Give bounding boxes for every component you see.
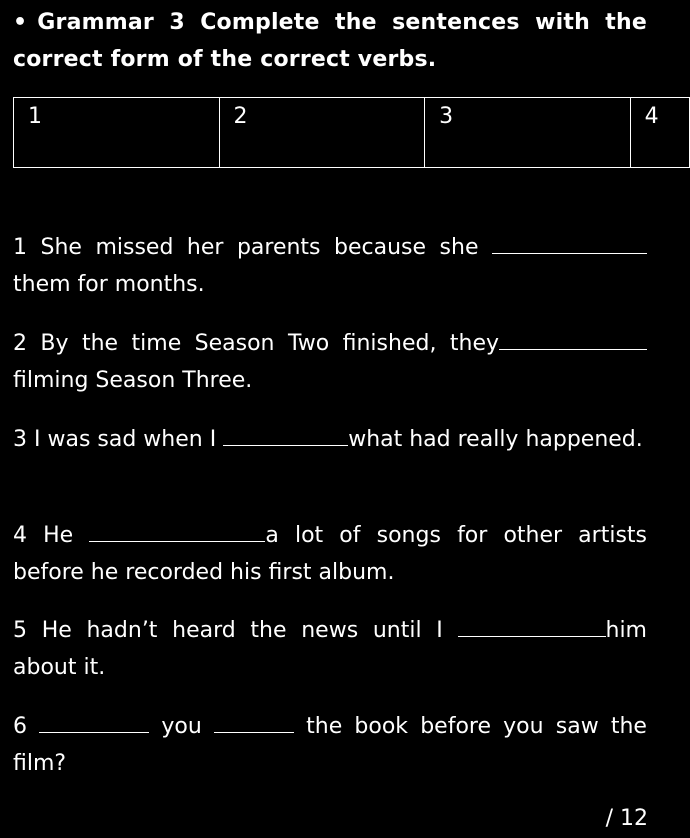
- sentence-5: [13, 612, 647, 686]
- answer-blank-6a[interactable]: [39, 710, 149, 733]
- sentence-6: [13, 708, 647, 782]
- bullet-icon: •: [13, 10, 28, 35]
- answer-blank-3[interactable]: [223, 423, 348, 446]
- answer-blank-5[interactable]: [458, 614, 606, 637]
- score-total: / 12: [605, 806, 648, 831]
- sentence-2-start: 2 By the time Season Two finished, they: [13, 331, 499, 356]
- answer-blank-2[interactable]: [499, 327, 647, 350]
- sentence-4: [13, 517, 647, 591]
- answer-cell-4[interactable]: 4: [630, 98, 689, 168]
- answer-blank-1[interactable]: [492, 231, 647, 254]
- answer-blank-4[interactable]: [89, 519, 265, 542]
- sentence-1-end: them for months.: [13, 272, 205, 297]
- answer-blank-6b[interactable]: [214, 710, 294, 733]
- sentence-1-start: 1 She missed her parents because she: [13, 235, 479, 260]
- answer-row: [14, 98, 690, 168]
- answer-cell-1[interactable]: 1: [14, 98, 220, 168]
- sentence-5-end: him about it.: [13, 618, 647, 680]
- sentence-6-middle: you: [161, 714, 202, 739]
- sentence-6-end: the book before you saw the film?: [13, 714, 647, 776]
- sentence-4-end: a lot of songs for other artists before he recorded his first album.: [13, 523, 648, 585]
- answer-cell-3[interactable]: 3: [425, 98, 631, 168]
- answer-cell-2[interactable]: 2: [219, 98, 425, 168]
- sentence-3-start: 3 I was sad when I: [13, 427, 217, 452]
- sentence-2-end: filming Season Three.: [13, 368, 253, 393]
- sentence-3: [13, 421, 647, 458]
- sentence-5-start: 5 He hadn’t heard the news until I: [13, 618, 443, 643]
- sentence-1: [13, 229, 647, 303]
- sentence-2: [13, 325, 647, 399]
- sentence-6-start: 6: [13, 714, 27, 739]
- heading-text: Grammar 3 Complete the sentences with the correct form of the correct verbs.: [13, 10, 647, 72]
- sentence-3-end: what had really happened.: [348, 427, 643, 452]
- answer-table: [13, 97, 690, 168]
- exercise-heading: [13, 4, 647, 78]
- sentence-4-start: 4 He: [13, 523, 74, 548]
